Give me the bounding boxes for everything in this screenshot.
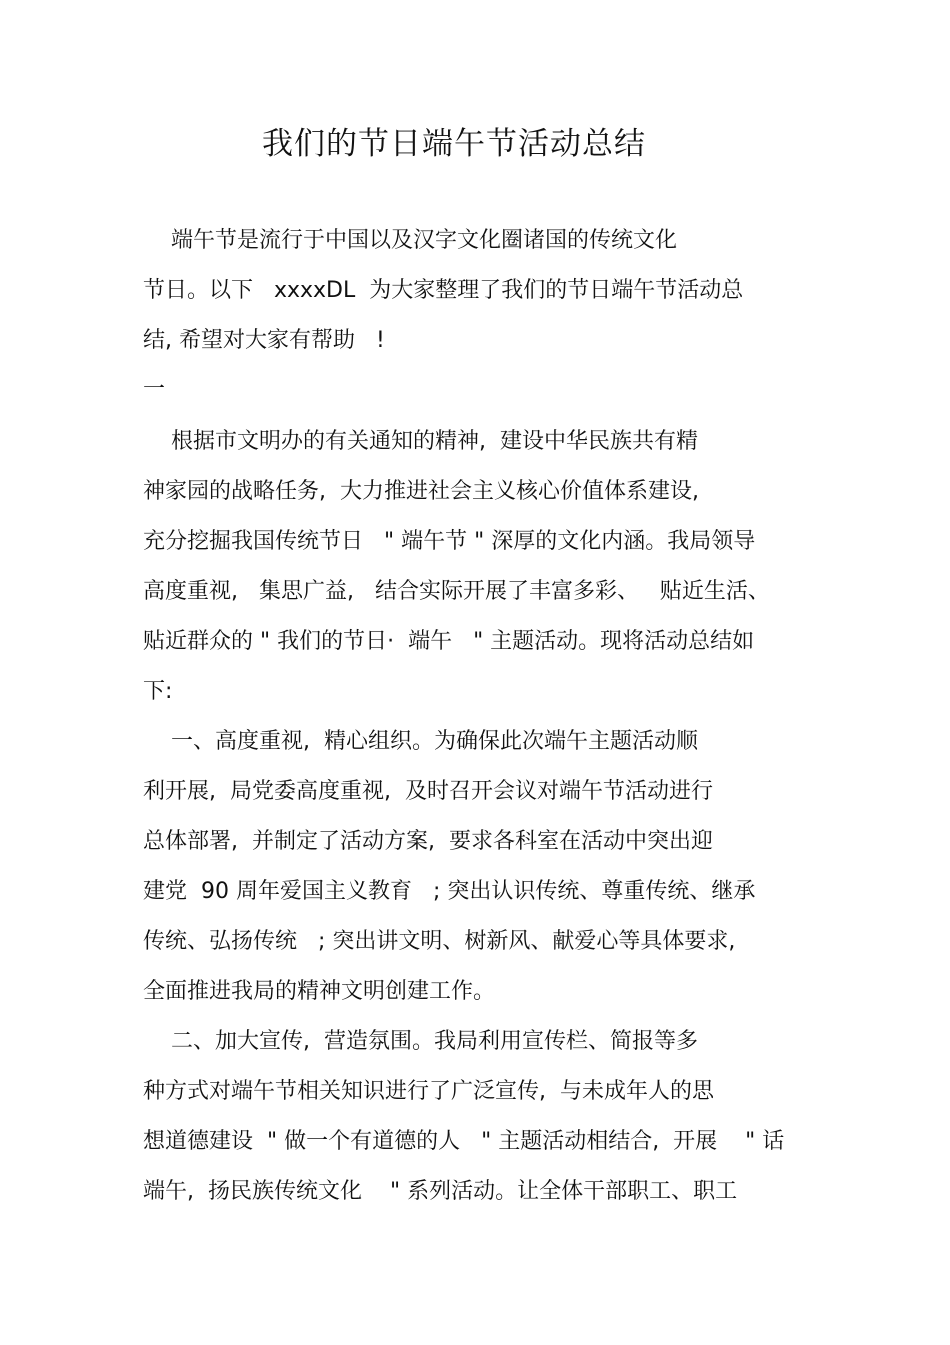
body-line-12: 利开展, 局党委高度重视, 及时召开会议对端午节活动进行	[143, 779, 713, 804]
body-line-8: 高度重视, 集思广益, 结合实际开展了丰富多彩、 贴近生活、	[143, 579, 770, 604]
body-line-14: 建党 90 周年爱国主义教育 ; 突出认识传统、尊重传统、继承	[143, 879, 756, 904]
body-line-18: 种方式对端午节相关知识进行了广泛宣传, 与未成年人的思	[143, 1079, 714, 1104]
body-line-9: 贴近群众的 " 我们的节日· 端午 " 主题活动。现将活动总结如	[143, 629, 755, 654]
body-line-17: 二、加大宣传, 营造氛围。我局利用宣传栏、简报等多	[143, 1029, 698, 1054]
body-line-19: 想道德建设 " 做一个有道德的人 " 主题活动相结合, 开展 " 话	[143, 1129, 785, 1154]
body-line-4: 一	[143, 377, 166, 402]
document-title: 我们的节日端午节活动总结	[262, 126, 646, 162]
body-line-13: 总体部署, 并制定了活动方案, 要求各科室在活动中突出迎	[143, 829, 713, 854]
body-line-5: 根据市文明办的有关通知的精神, 建设中华民族共有精	[143, 429, 698, 454]
body-line-2: 节日。以下 xxxxDL 为大家整理了我们的节日端午节活动总	[143, 278, 744, 303]
body-line-7: 充分挖掘我国传统节日 " 端午节 " 深厚的文化内涵。我局领导	[143, 529, 756, 554]
body-line-10: 下:	[143, 679, 173, 704]
body-line-15: 传统、弘扬传统 ; 突出讲文明、树新风、献爱心等具体要求,	[143, 929, 736, 954]
body-line-16: 全面推进我局的精神文明创建工作。	[143, 979, 496, 1004]
body-line-6: 神家园的战略任务, 大力推进社会主义核心价值体系建设,	[143, 479, 699, 504]
body-line-11: 一、高度重视, 精心组织。为确保此次端午主题活动顺	[143, 729, 698, 754]
body-line-1: 端午节是流行于中国以及汉字文化圈诸国的传统文化	[143, 228, 677, 253]
body-line-3: 结, 希望对大家有帮助 !	[143, 328, 385, 353]
body-line-20: 端午, 扬民族传统文化 " 系列活动。让全体干部职工、职工	[143, 1179, 738, 1204]
